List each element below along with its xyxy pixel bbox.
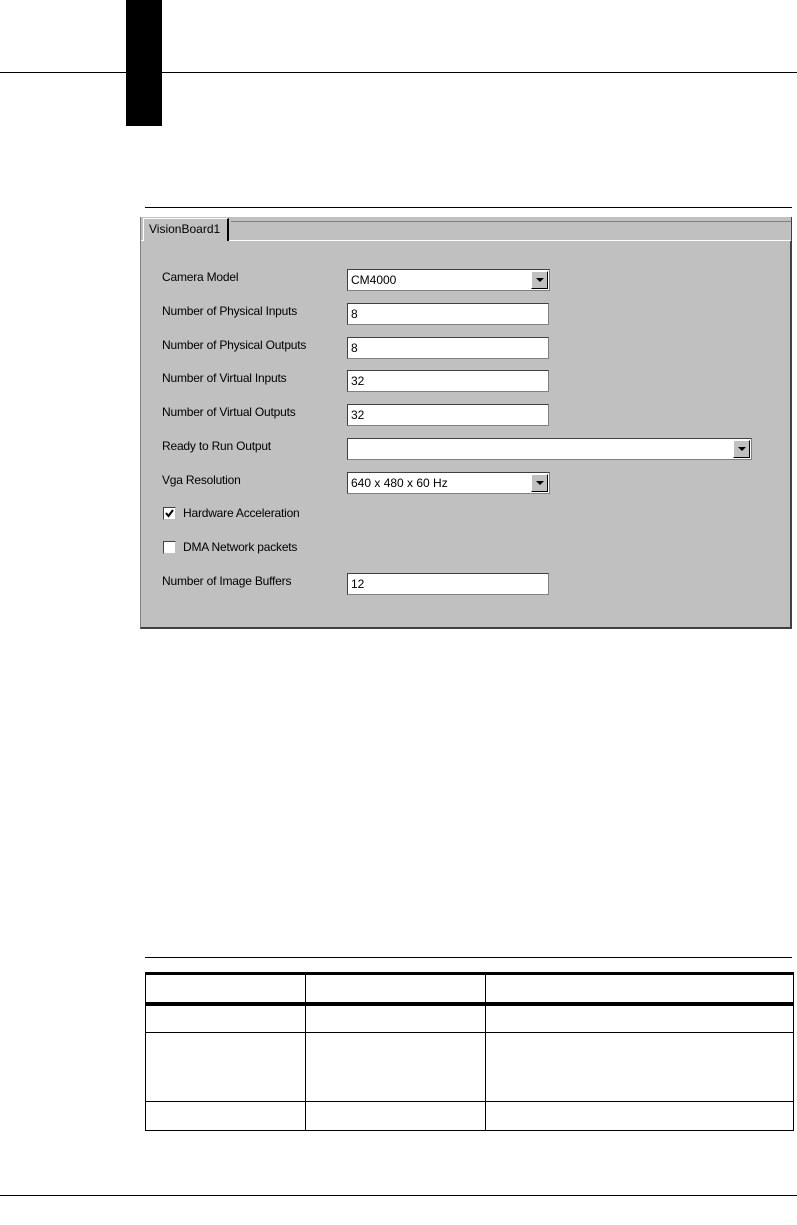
vga-resolution-dropdown-button[interactable] [531,474,548,492]
visionboard-properties-dialog [140,217,792,629]
table-cell [146,1102,306,1131]
parameter-table [145,972,794,1131]
table-cell [486,1004,794,1033]
table-header-row [146,974,794,1004]
vga-resolution-select[interactable] [347,472,550,494]
table-cell [146,1033,306,1102]
virtual-inputs-label: Number of Virtual Inputs [162,371,287,385]
camera-model-label: Camera Model [162,270,239,284]
table-row [146,1102,794,1131]
virtual-outputs-label: Number of Virtual Outputs [162,405,296,419]
dma-network-packets-checkbox[interactable] [163,541,176,554]
image-buffers-label: Number of Image Buffers [162,574,292,588]
hardware-acceleration-checkbox[interactable] [163,507,176,520]
physical-outputs-field[interactable]: 8 [347,337,549,359]
table-cell [305,1004,486,1033]
section-rule-table [145,957,792,958]
tab-visionboard1[interactable]: VisionBoard1 [143,218,229,241]
checkmark-icon [165,509,174,518]
header-rule [0,72,797,73]
table-cell [486,1102,794,1131]
table-row [146,1004,794,1033]
chevron-down-icon [536,481,544,486]
camera-model-value: CM4000 [351,273,397,287]
virtual-inputs-field[interactable]: 32 [347,370,549,392]
chapter-tab-marker [126,0,162,126]
table-cell [305,1033,486,1102]
physical-inputs-field[interactable]: 8 [347,303,549,325]
table-cell [486,1033,794,1102]
table-header-cell [146,974,306,1004]
chevron-down-icon [738,447,746,452]
physical-inputs-label: Number of Physical Inputs [162,304,298,318]
tab-strip-background [231,221,791,241]
vga-resolution-label: Vga Resolution [162,473,241,487]
tab-strip [141,217,791,241]
hardware-acceleration-label[interactable]: Hardware Acceleration [183,506,300,520]
image-buffers-field[interactable]: 12 [347,573,549,595]
table-header-cell [305,974,486,1004]
camera-model-dropdown-button[interactable] [531,271,548,289]
dma-network-packets-label[interactable]: DMA Network packets [183,540,298,554]
footer-rule [0,1195,797,1196]
ready-to-run-output-label: Ready to Run Output [162,439,271,453]
section-rule-top [145,207,792,208]
table-header-cell [486,974,794,1004]
vga-resolution-value: 640 x 480 x 60 Hz [351,476,448,490]
ready-to-run-output-dropdown-button[interactable] [733,440,750,458]
ready-to-run-output-select[interactable] [347,438,752,460]
chevron-down-icon [536,278,544,283]
camera-model-select[interactable] [347,269,550,291]
table-cell [146,1004,306,1033]
table-row [146,1033,794,1102]
physical-outputs-label: Number of Physical Outputs [162,338,307,352]
table-cell [305,1102,486,1131]
virtual-outputs-field[interactable]: 32 [347,404,549,426]
